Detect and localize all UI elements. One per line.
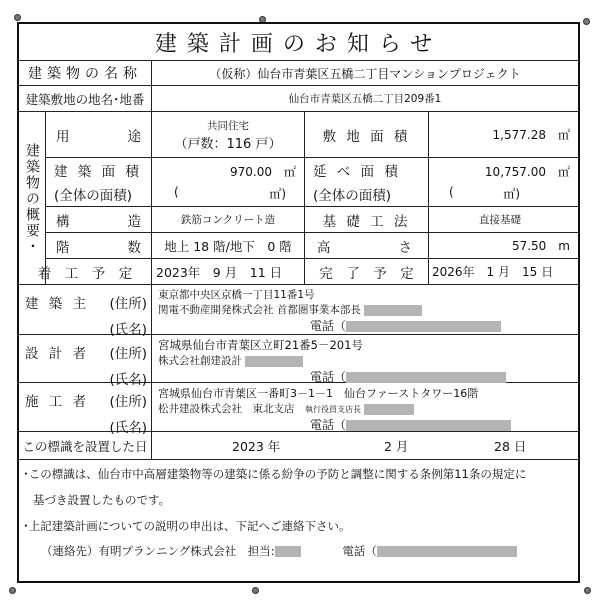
height-value: 57.50 m [428,233,578,258]
use-label-b: 途 [127,128,141,145]
start-value: 2023年 9 月 11 日 [151,259,304,284]
floor-area-value [428,158,578,206]
installed-date-row [19,432,578,460]
contractor-details [151,383,578,431]
building-plan-notice-board [17,22,580,583]
building-area-value [151,158,304,206]
contact-line [41,543,561,559]
designer-address: 宮城県仙台市青葉区立町21番5－201号 [158,338,363,352]
structure-value: 鉄筋コンクリート造 [151,207,304,232]
use-value-type: 共同住宅 [207,119,249,132]
notes-section [19,460,578,581]
title-row [19,24,578,61]
designer-role: 設 計 者 (住所) (氏名) [25,346,147,388]
building-name-row [19,61,578,86]
screw-bottom-center [252,587,259,594]
use-label [46,112,151,157]
floor-area-label-sub: (全体の面積) [313,188,392,204]
screw-bottom-left [9,587,16,594]
owner-address: 東京都中央区京橋一丁目11番1号 [158,289,315,301]
site-address-row [19,86,578,112]
site-area-value: 1,577.28 ㎡ [428,112,578,157]
designer-phone: 電話（ [158,368,572,385]
redacted-name [245,356,303,367]
owner-details [151,285,578,334]
screw-bottom-right [584,587,591,594]
schedule-row [19,259,578,285]
redacted-phone [346,321,501,332]
building-area-label-main: 建 築 面 積 [54,164,142,180]
contractor-phone: 電話（ [158,416,572,433]
floors-label: 階 数 [56,239,141,256]
installed-day: 28 日 [494,438,527,454]
owner-phone: 電話（ [158,317,572,334]
contact-company: （連絡先）有明プランニング株式会社 担当: [41,544,275,558]
screw-top-right [583,18,590,25]
screw-top-left [14,14,21,21]
end-label: 完 了 予 定 [304,259,428,284]
owner-role: 建 築 主 (住所) (氏名) [25,296,147,338]
party-row-designer [19,335,578,388]
use-row [46,112,578,158]
structure-row [46,207,578,233]
installed-month: 2 月 [384,438,409,454]
contact-phone: 電話（ [342,544,517,558]
building-name-label: 建築物の名称 [28,66,142,82]
installed-label: この標識を設置した日 [22,438,148,454]
foundation-value: 直接基礎 [428,207,578,232]
note-line-1: ･この標識は、仙台市中高層建築物等の建築に係る紛争の予防と調整に関する条例第11条の規定に [23,467,527,481]
building-area-label-sub: (全体の面積) [54,188,133,204]
foundation-label: 基 礎 工 法 [304,207,428,232]
floors-row [46,233,578,259]
party-row-contractor [19,383,578,436]
height-label: 高 さ [304,233,428,258]
owner-name: 関電不動産開発株式会社 首都圏事業本部長 [158,302,572,317]
redacted-name [364,404,414,415]
area-row [46,158,578,207]
structure-label: 構 造 [56,213,141,230]
redacted-phone [377,546,517,557]
redacted-name [364,305,422,316]
site-area-label: 敷 地 面 積 [304,112,428,157]
designer-name: 株式会社創建設計 [158,353,572,368]
floor-area-value-total: ( ㎡) [449,184,520,201]
installed-year: 2023 年 [232,438,281,454]
site-address-label: 建築敷地の地名･地番 [25,91,145,107]
building-area-value-total: ( ㎡) [174,184,286,201]
use-value-units: （戸数：116 戸） [174,136,282,152]
party-row-owner [19,285,578,338]
designer-details [151,335,578,382]
installed-date-value [151,432,578,459]
redacted-phone [346,372,506,383]
contractor-role: 施 工 者 (住所) (氏名) [25,394,147,436]
notice-title: 建築計画のお知らせ [154,31,443,57]
building-area-value-main: 970.00 ㎡ [230,164,296,179]
floor-area-value-main: 10,757.00 ㎡ [484,164,570,179]
use-value [151,112,304,157]
floors-value: 地上 18 階/地下 0 階 [151,233,304,258]
redacted-phone [346,420,511,431]
start-label: 着 工 予 定 [37,265,133,282]
redacted-contact-person [275,546,301,557]
building-area-label [46,158,151,206]
overview-group-label: 建築物の概要・ [19,112,46,285]
end-value: 2026年 1 月 15 日 [428,259,578,284]
site-address-value: 仙台市青葉区五橋二丁目209番1 [151,86,578,111]
use-label-a: 用 [56,128,70,145]
note-line-3: ･上記建築計画についての説明の申出は、下記へご連絡下さい。 [23,519,351,533]
floor-area-label-main: 延 べ 面 積 [313,164,401,180]
contractor-name: 松井建設株式会社 東北支店 執行役員支店長 [158,401,572,416]
note-line-2: 基づき設置したものです。 [33,493,171,507]
building-name-value: （仮称）仙台市青葉区五橋二丁目マンションプロジェクト [151,61,578,85]
floor-area-label [304,158,428,206]
contractor-address: 宮城県仙台市青葉区一番町3－1－1 仙台ファーストタワー16階 [158,387,479,400]
